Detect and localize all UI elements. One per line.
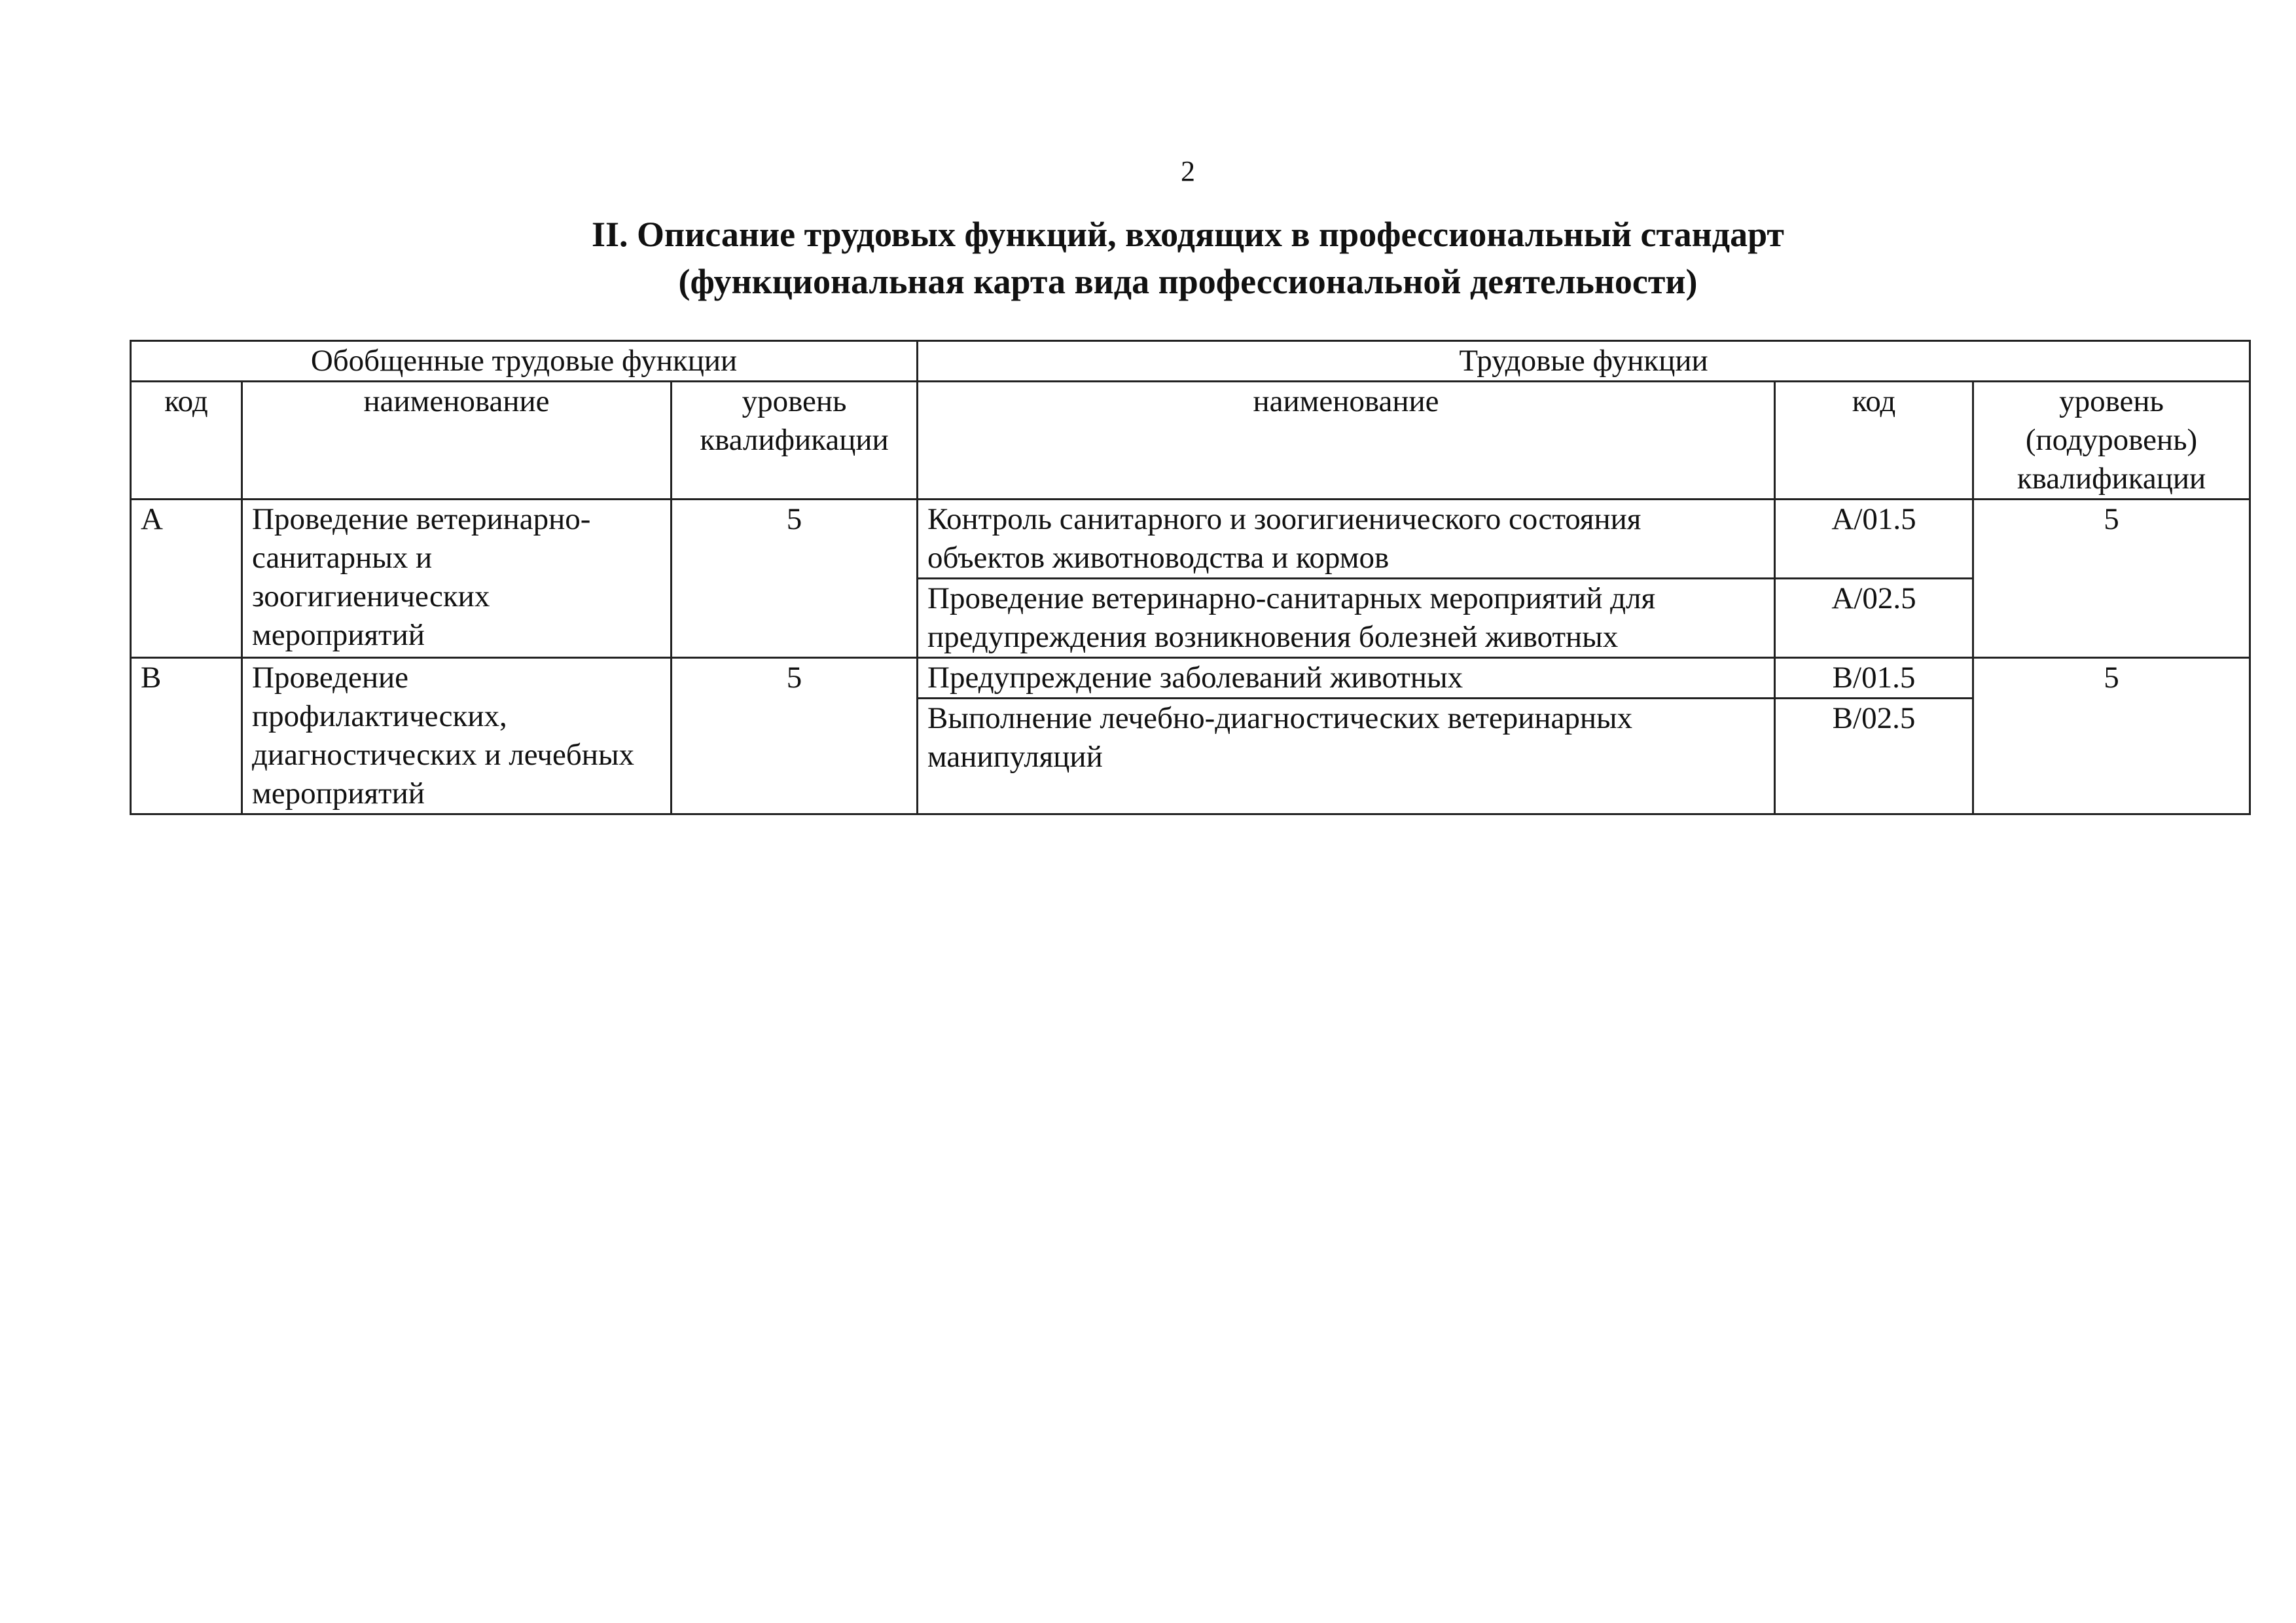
- function-name: Выполнение лечебно-диагностических ветеринарных манипуляций: [918, 699, 1775, 814]
- function-name: Проведение ветеринарно-санитарных мероприятий для предупреждения возникновения болезней животных: [918, 579, 1775, 658]
- function-code: A/01.5: [1775, 500, 1973, 579]
- function-name: Контроль санитарного и зоогигиенического состояния объектов животноводства и кормов: [918, 500, 1775, 579]
- table-group-header-row: [131, 341, 2250, 382]
- section-title-line-2: (функциональная карта вида профессиональной деятельности): [678, 262, 1698, 301]
- function-code: B/02.5: [1775, 699, 1973, 814]
- group-level: 5: [672, 658, 918, 814]
- function-sublevel: 5: [1973, 658, 2250, 814]
- group-code: A: [131, 500, 242, 658]
- functional-map-table: [130, 340, 2251, 815]
- header-func-level: уровень (подуровень) квалификации: [1973, 382, 2250, 500]
- group-name: Проведение ветеринарно-санитарных и зоогигиенических мероприятий: [242, 500, 672, 658]
- function-code: A/02.5: [1775, 579, 1973, 658]
- function-code: B/01.5: [1775, 658, 1973, 699]
- function-name: Предупреждение заболеваний животных: [918, 658, 1775, 699]
- group-name: Проведение профилактических, диагностических и лечебных мероприятий: [242, 658, 672, 814]
- section-title: [0, 211, 2296, 305]
- header-gen-name: наименование: [242, 382, 672, 500]
- table-row: [131, 500, 2250, 579]
- group-level: 5: [672, 500, 918, 658]
- header-func-name: наименование: [918, 382, 1775, 500]
- function-sublevel: 5: [1973, 500, 2250, 658]
- header-labor-functions: Трудовые функции: [918, 341, 2250, 382]
- header-generalized-functions: Обобщенные трудовые функции: [131, 341, 918, 382]
- section-title-line-1: II. Описание трудовых функций, входящих в профессиональный стандарт: [592, 215, 1784, 254]
- page-number: 2: [1181, 155, 1195, 187]
- group-code: B: [131, 658, 242, 814]
- header-func-code: код: [1775, 382, 1973, 500]
- header-gen-level: уровень квалификации: [672, 382, 918, 500]
- header-gen-code: код: [131, 382, 242, 500]
- table-row: [131, 658, 2250, 699]
- table-column-header-row: [131, 382, 2250, 500]
